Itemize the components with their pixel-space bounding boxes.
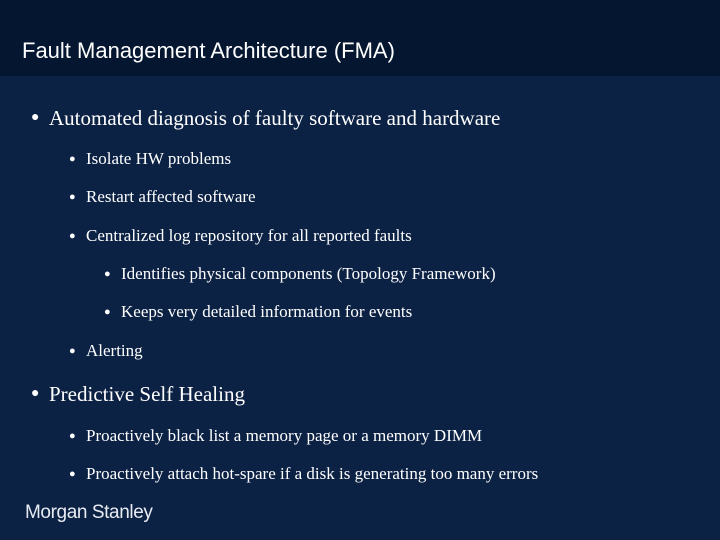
bullet-text: Isolate HW problems	[86, 149, 232, 168]
bullet-dot-icon: ●	[31, 110, 40, 125]
bullet-text: Identifies physical components (Topology Framework)	[121, 264, 496, 283]
bullet-level2	[69, 426, 483, 446]
bullet-dot-icon: ●	[69, 153, 76, 165]
bullet-dot-icon: ●	[69, 191, 76, 203]
bullet-dot-icon: ●	[69, 230, 76, 242]
bullet-dot-icon: ●	[69, 468, 76, 480]
bullet-text: Proactively attach hot-spare if a disk is generating too many errors	[86, 464, 539, 483]
bullet-text: Centralized log repository for all reported faults	[86, 226, 412, 245]
bullet-text: Proactively black list a memory page or a memory DIMM	[86, 426, 483, 445]
bullet-dot-icon: ●	[104, 306, 111, 318]
bullet-level2	[69, 187, 256, 207]
bullet-level3	[104, 264, 496, 284]
bullet-text: Keeps very detailed information for events	[121, 302, 413, 321]
bullet-level2	[69, 149, 232, 169]
bullet-level3	[104, 302, 413, 322]
bullet-dot-icon: ●	[69, 345, 76, 357]
bullet-text: Alerting	[86, 341, 143, 360]
slide-title: Fault Management Architecture (FMA)	[22, 38, 395, 63]
bullet-level2	[69, 341, 143, 361]
bullet-dot-icon: ●	[69, 430, 76, 442]
bullet-level1	[31, 106, 501, 131]
bullet-dot-icon: ●	[104, 268, 111, 280]
bullet-text: Automated diagnosis of faulty software and hardware	[49, 106, 501, 130]
bullet-text: Restart affected software	[86, 187, 256, 206]
bullet-level2	[69, 464, 539, 484]
bullet-level1	[31, 382, 245, 407]
company-logo: Morgan Stanley	[25, 502, 153, 523]
bullet-text: Predictive Self Healing	[49, 382, 245, 406]
bullet-dot-icon: ●	[31, 386, 40, 401]
bullet-level2	[69, 226, 412, 246]
